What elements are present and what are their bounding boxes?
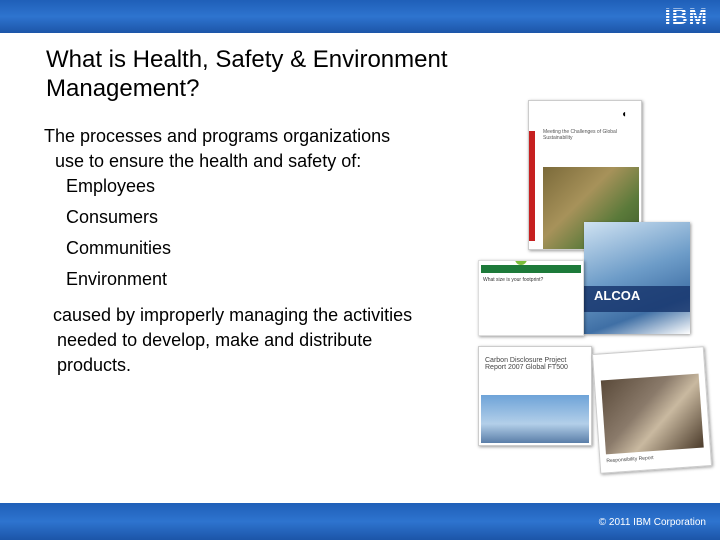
outro-line-2: needed to develop, make and distribute [57,330,373,350]
top-banner [0,0,720,33]
intro-line-1: The processes and programs organizations [44,126,391,146]
intro-line-2: use to ensure the health and safety of: [55,151,362,171]
outro-text [53,303,473,378]
copyright-text: © 2011 IBM Corporation [598,517,706,528]
doc5-caption: Responsibility Report [606,455,654,465]
alcoa-report-cover [584,222,690,334]
bullet-item-environment: Environment [66,269,168,289]
outro-line-1: caused by improperly managing the activities [53,305,413,325]
doc1-title: Meeting the Challenges of Global Sustainability [543,129,617,141]
bottom-banner [0,503,720,540]
bullet-item-communities: Communities [66,238,172,258]
bp-footprint-page [478,260,584,336]
company-logo-icon: ◖ [621,109,628,120]
buildings-sky-photo [481,395,589,443]
doc3-heading: What size is your footprint? [483,277,544,283]
outro-line-3: products. [57,355,132,375]
red-accent-bar [529,131,535,241]
slide-title: What is Health, Safety & Environment Management? [46,46,448,102]
carbon-disclosure-report-cover [478,346,592,446]
bullet-item-employees: Employees [66,176,156,196]
bullet-list [66,176,171,300]
child-portrait-photo [601,374,704,455]
bullet-item-consumers: Consumers [66,207,159,227]
intro-text [44,124,464,174]
green-nav-bar [481,265,581,273]
doc4-title: Carbon Disclosure Project Report 2007 Global FT500 [485,357,568,371]
ibm-logo: IBM [664,4,708,29]
alcoa-label: ALCOA [594,288,641,303]
dow-report-cover [592,346,712,474]
